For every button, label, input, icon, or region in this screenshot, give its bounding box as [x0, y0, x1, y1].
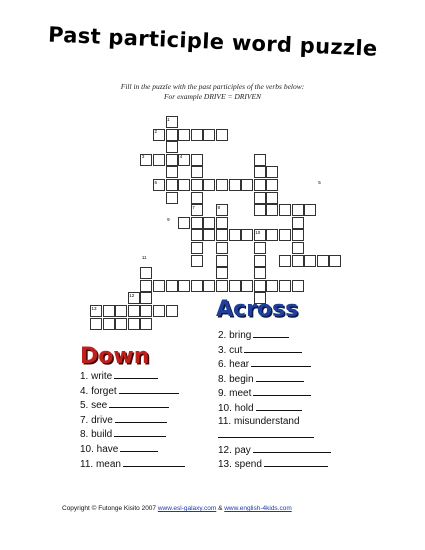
grid-cell[interactable] — [140, 280, 152, 292]
grid-cell[interactable] — [191, 229, 203, 241]
across-clue-text: 13. spend — [218, 459, 262, 471]
grid-cell[interactable] — [166, 179, 178, 191]
across-clue — [218, 416, 331, 429]
down-answer-blank[interactable] — [114, 427, 166, 437]
grid-cell[interactable] — [90, 318, 102, 330]
grid-cell[interactable] — [254, 229, 266, 241]
grid-cell[interactable] — [153, 305, 165, 317]
grid-clue-number: 10 — [255, 229, 261, 235]
down-answer-blank[interactable] — [115, 413, 167, 423]
grid-cell[interactable] — [166, 141, 178, 153]
grid-cell[interactable] — [266, 229, 278, 241]
grid-cell[interactable] — [153, 129, 165, 141]
grid-clue-number: 9 — [167, 217, 170, 223]
grid-cell[interactable] — [178, 280, 190, 292]
grid-cell[interactable] — [166, 280, 178, 292]
grid-clue-number: 13 — [91, 305, 97, 311]
grid-cell[interactable] — [216, 280, 228, 292]
grid-cell[interactable] — [115, 318, 127, 330]
down-answer-blank[interactable] — [120, 442, 158, 452]
grid-cell[interactable] — [241, 179, 253, 191]
grid-cell[interactable] — [241, 280, 253, 292]
grid-cell[interactable] — [254, 166, 266, 178]
grid-cell[interactable] — [254, 192, 266, 204]
grid-cell[interactable] — [90, 305, 102, 317]
grid-clue-number: 1 — [167, 116, 170, 122]
grid-cell[interactable] — [140, 305, 152, 317]
grid-cell[interactable] — [229, 229, 241, 241]
down-clue-text: 11. mean — [80, 458, 121, 470]
across-clue-text: 12. pay — [218, 444, 251, 456]
across-answer-blank[interactable] — [244, 343, 302, 353]
across-clue — [218, 401, 331, 416]
grid-cell[interactable] — [191, 255, 203, 267]
grid-cell[interactable] — [166, 129, 178, 141]
grid-cell[interactable] — [216, 267, 228, 279]
grid-cell[interactable] — [191, 242, 203, 254]
across-clue — [218, 443, 331, 458]
grid-cell[interactable] — [279, 255, 291, 267]
down-answer-blank[interactable] — [114, 369, 158, 379]
grid-cell[interactable] — [153, 179, 165, 191]
grid-cell[interactable] — [266, 280, 278, 292]
down-answer-blank[interactable] — [119, 384, 179, 394]
page-title: Past participle word puzzle — [47, 22, 378, 61]
grid-cell[interactable] — [140, 267, 152, 279]
footer-copyright: Copyright © Futonge Kisito 2007 — [62, 505, 157, 512]
grid-cell[interactable] — [292, 255, 304, 267]
grid-cell[interactable] — [153, 154, 165, 166]
across-clue-text: 10. hold — [218, 402, 254, 414]
grid-cell[interactable] — [254, 154, 266, 166]
across-clue — [218, 457, 331, 472]
grid-cell[interactable] — [216, 129, 228, 141]
grid-cell[interactable] — [178, 154, 190, 166]
grid-cell[interactable] — [203, 229, 215, 241]
grid-cell[interactable] — [140, 318, 152, 330]
across-answer-blank[interactable] — [256, 401, 302, 411]
grid-cell[interactable] — [254, 242, 266, 254]
grid-cell[interactable] — [241, 229, 253, 241]
grid-clue-number: 8 — [217, 204, 221, 210]
grid-clue-number: 3 — [141, 154, 145, 160]
across-clue-text: 3. cut — [218, 344, 243, 356]
across-heading: Across — [216, 297, 299, 322]
across-answer-blank[interactable] — [218, 428, 314, 438]
grid-cell[interactable] — [128, 305, 140, 317]
instruction-line-1: Fill in the puzzle with the past participles of the verbs below: — [120, 82, 305, 91]
across-clue — [218, 357, 331, 372]
grid-cell[interactable] — [178, 217, 190, 229]
grid-clue-number: 4 — [179, 154, 183, 160]
grid-cell[interactable] — [191, 217, 203, 229]
grid-cell[interactable] — [191, 129, 203, 141]
grid-cell[interactable] — [203, 129, 215, 141]
grid-cell[interactable] — [292, 217, 304, 229]
grid-cell[interactable] — [115, 305, 127, 317]
across-clue-text: 6. hear — [218, 359, 250, 371]
grid-cell[interactable] — [128, 318, 140, 330]
grid-cell[interactable] — [153, 280, 165, 292]
grid-clue-number: 12 — [129, 292, 135, 298]
grid-cell[interactable] — [216, 217, 228, 229]
grid-cell[interactable] — [216, 204, 228, 216]
grid-cell[interactable] — [329, 255, 341, 267]
grid-clue-number: 2 — [154, 129, 158, 135]
grid-cell[interactable] — [178, 129, 190, 141]
down-answer-blank[interactable] — [109, 398, 169, 408]
grid-cell[interactable] — [254, 267, 266, 279]
down-clue-text: 5. see — [80, 400, 108, 412]
grid-cell[interactable] — [191, 166, 203, 178]
grid-cell[interactable] — [216, 242, 228, 254]
grid-cell[interactable] — [128, 292, 140, 304]
footer-link-english-4kids[interactable]: www.english-4kids.com — [224, 505, 292, 512]
down-clue-list — [80, 369, 185, 471]
grid-clue-number: 6 — [154, 179, 158, 185]
grid-cell[interactable] — [229, 179, 241, 191]
grid-cell[interactable] — [292, 229, 304, 241]
footer — [62, 505, 292, 512]
grid-cell[interactable] — [266, 179, 278, 191]
grid-cell[interactable] — [203, 217, 215, 229]
grid-cell[interactable] — [266, 192, 278, 204]
grid-cell[interactable] — [317, 255, 329, 267]
grid-cell[interactable] — [266, 204, 278, 216]
across-answer-blank[interactable] — [253, 328, 289, 338]
across-answer-blank[interactable] — [251, 357, 311, 367]
grid-cell[interactable] — [216, 255, 228, 267]
grid-cell[interactable] — [166, 154, 178, 166]
grid-cell[interactable] — [292, 280, 304, 292]
across-answer-blank[interactable] — [256, 372, 304, 382]
footer-ampersand: & — [216, 505, 225, 512]
grid-cell[interactable] — [279, 280, 291, 292]
across-clue-text: 11. misunderstand — [218, 415, 300, 427]
grid-cell[interactable] — [203, 280, 215, 292]
down-clue-text: 4. forget — [80, 385, 117, 397]
grid-cell[interactable] — [292, 204, 304, 216]
grid-cell[interactable] — [266, 166, 278, 178]
down-answer-blank[interactable] — [123, 457, 185, 467]
grid-clue-number: 11 — [141, 255, 147, 261]
across-clue — [218, 428, 331, 443]
grid-cell[interactable] — [304, 204, 316, 216]
grid-cell[interactable] — [191, 204, 203, 216]
across-answer-blank[interactable] — [253, 443, 331, 453]
across-clue-text: 8. begin — [218, 373, 254, 385]
down-clue — [80, 442, 185, 457]
grid-cell[interactable] — [191, 179, 203, 191]
across-clue — [218, 372, 331, 387]
down-clue — [80, 457, 185, 472]
across-clue-list — [218, 328, 331, 472]
down-clue-text: 10. have — [80, 443, 119, 455]
down-clue-text: 8. build — [80, 429, 113, 441]
across-answer-blank[interactable] — [264, 457, 328, 467]
grid-cell[interactable] — [103, 318, 115, 330]
across-clue — [218, 328, 331, 343]
grid-cell[interactable] — [166, 116, 178, 128]
down-clue — [80, 398, 185, 413]
grid-cell[interactable] — [254, 255, 266, 267]
grid-cell[interactable] — [304, 255, 316, 267]
grid-cell[interactable] — [254, 280, 266, 292]
grid-cell[interactable] — [166, 166, 178, 178]
grid-cell[interactable] — [292, 242, 304, 254]
across-clue-text: 2. bring — [218, 330, 252, 341]
across-clue — [218, 386, 331, 401]
down-clue — [80, 427, 185, 442]
grid-cell[interactable] — [191, 154, 203, 166]
down-clue-text: 7. drive — [80, 414, 113, 426]
down-clue — [80, 369, 185, 384]
across-clue — [218, 343, 331, 358]
down-clue-text: 1. write — [80, 371, 113, 382]
grid-cell[interactable] — [140, 292, 152, 304]
grid-cell[interactable] — [254, 179, 266, 191]
grid-clue-number: 7 — [192, 204, 195, 210]
grid-cell[interactable] — [254, 204, 266, 216]
grid-cell[interactable] — [216, 229, 228, 241]
grid-cell[interactable] — [229, 280, 241, 292]
across-clue-text: 9. meet — [218, 388, 252, 400]
instruction-line-2: For example DRIVE = DRIVEN — [163, 92, 262, 101]
grid-cell[interactable] — [166, 192, 178, 204]
grid-cell[interactable] — [279, 204, 291, 216]
down-clue — [80, 384, 185, 399]
grid-cell[interactable] — [178, 179, 190, 191]
footer-link-esl-galaxy[interactable]: www.esl-galaxy.com — [157, 505, 217, 512]
grid-cell[interactable] — [191, 192, 203, 204]
grid-cell[interactable] — [279, 229, 291, 241]
across-answer-blank[interactable] — [253, 386, 311, 396]
down-clue — [80, 413, 185, 428]
grid-cell[interactable] — [140, 154, 152, 166]
grid-cell[interactable] — [216, 179, 228, 191]
down-heading: Down — [80, 344, 150, 369]
grid-cell[interactable] — [103, 305, 115, 317]
grid-cell[interactable] — [191, 280, 203, 292]
grid-cell[interactable] — [203, 179, 215, 191]
grid-cell[interactable] — [166, 305, 178, 317]
grid-clue-number: 5 — [318, 179, 321, 185]
